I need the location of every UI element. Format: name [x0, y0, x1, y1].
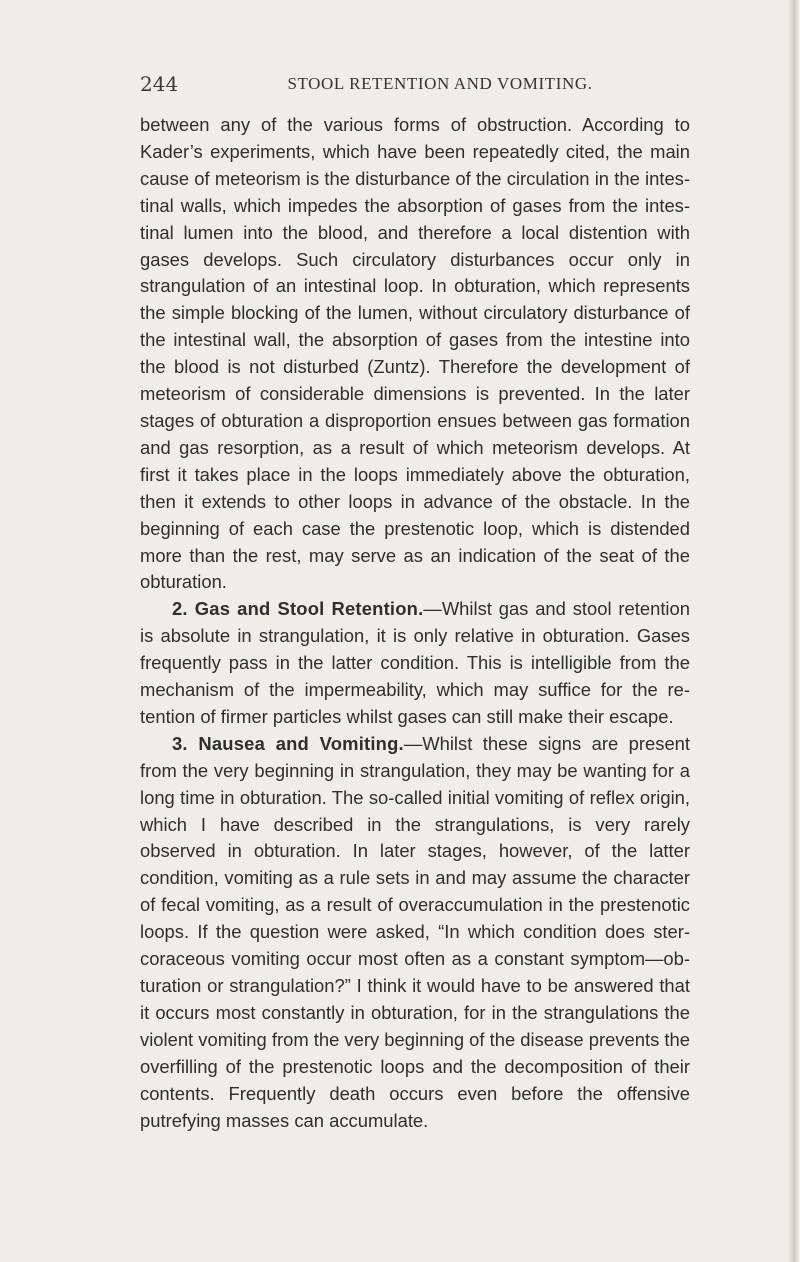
running-head	[140, 58, 700, 96]
paragraph-text: —Whilst these signs are present from the very beginning in strangulation, they may be wanting for a long time in obturation. The so-called initial vomiting of reflex origin, which I have described in the strangulations, is very rarely observed in obturation. In later stages, however, of the latter condition, vomiting as a rule sets in and may assume the character of fecal vomiting, as a result of overaccumulation in the prestenotic loops. If the question were asked, “In which condition does stercoraceous vomiting occur most often as a constant symptom—obturation or strangulation?” I think it would have to be answered that it occurs most constantly in obturation, for in the strangulations the violent vomiting from the very beginning of the disease prevents the overfilling of the prestenotic loops and the decomposition of their contents. Frequently death occurs even before the offensive putrefying masses can accumulate.	[140, 732, 691, 1131]
running-title: STOOL RETENTION AND VOMITING.	[287, 74, 593, 93]
page-number: 244	[140, 72, 179, 96]
paragraph	[140, 112, 690, 596]
paragraph	[140, 596, 690, 731]
paragraph-text: between any of the various forms of obstruction. According to Kader’s experiments, which have been repeatedly cited, the main cause of meteorism is the disturbance of the circulation in the intestinal walls, which impedes the absorption of gases from the intestinal lumen into the blood, and therefore a local distention with gases develops. Such circulatory disturbances occur only in strangulation of an intestinal loop. In obturation, which represents the simple blocking of the lumen, without circulatory disturbance of the intestinal wall, the absorption of gases from the intestine into the blood is not disturbed (Zuntz). Therefore the development of meteorism of considerable dimensions is prevented. In the later stages of obturation a disproportion ensues between gas formation and gas resorption, as a result of which meteorism develops. At first it takes place in the loops immediately above the obturation, then it extends to other loops in advance of the obstacle. In the beginning of each case the prestenotic loop, which is distended more than the rest, may serve as an indication of the seat of the obturation.	[140, 114, 690, 593]
paragraph-text: —Whilst gas and stool retention is absolute in strangulation, it is only relative in obturation. Gases frequently pass in the latter condition. This is intelligible from the mechanism of the impermeability, which may suffice for the retention of firmer particles whilst gases can still make their escape.	[140, 598, 690, 727]
section-heading: 2. Gas and Stool Retention.	[172, 598, 424, 620]
body-text	[140, 112, 690, 1134]
section-heading: 3. Nausea and Vomiting.	[172, 732, 404, 754]
page-edge	[788, 0, 800, 1262]
paragraph	[140, 731, 690, 1135]
